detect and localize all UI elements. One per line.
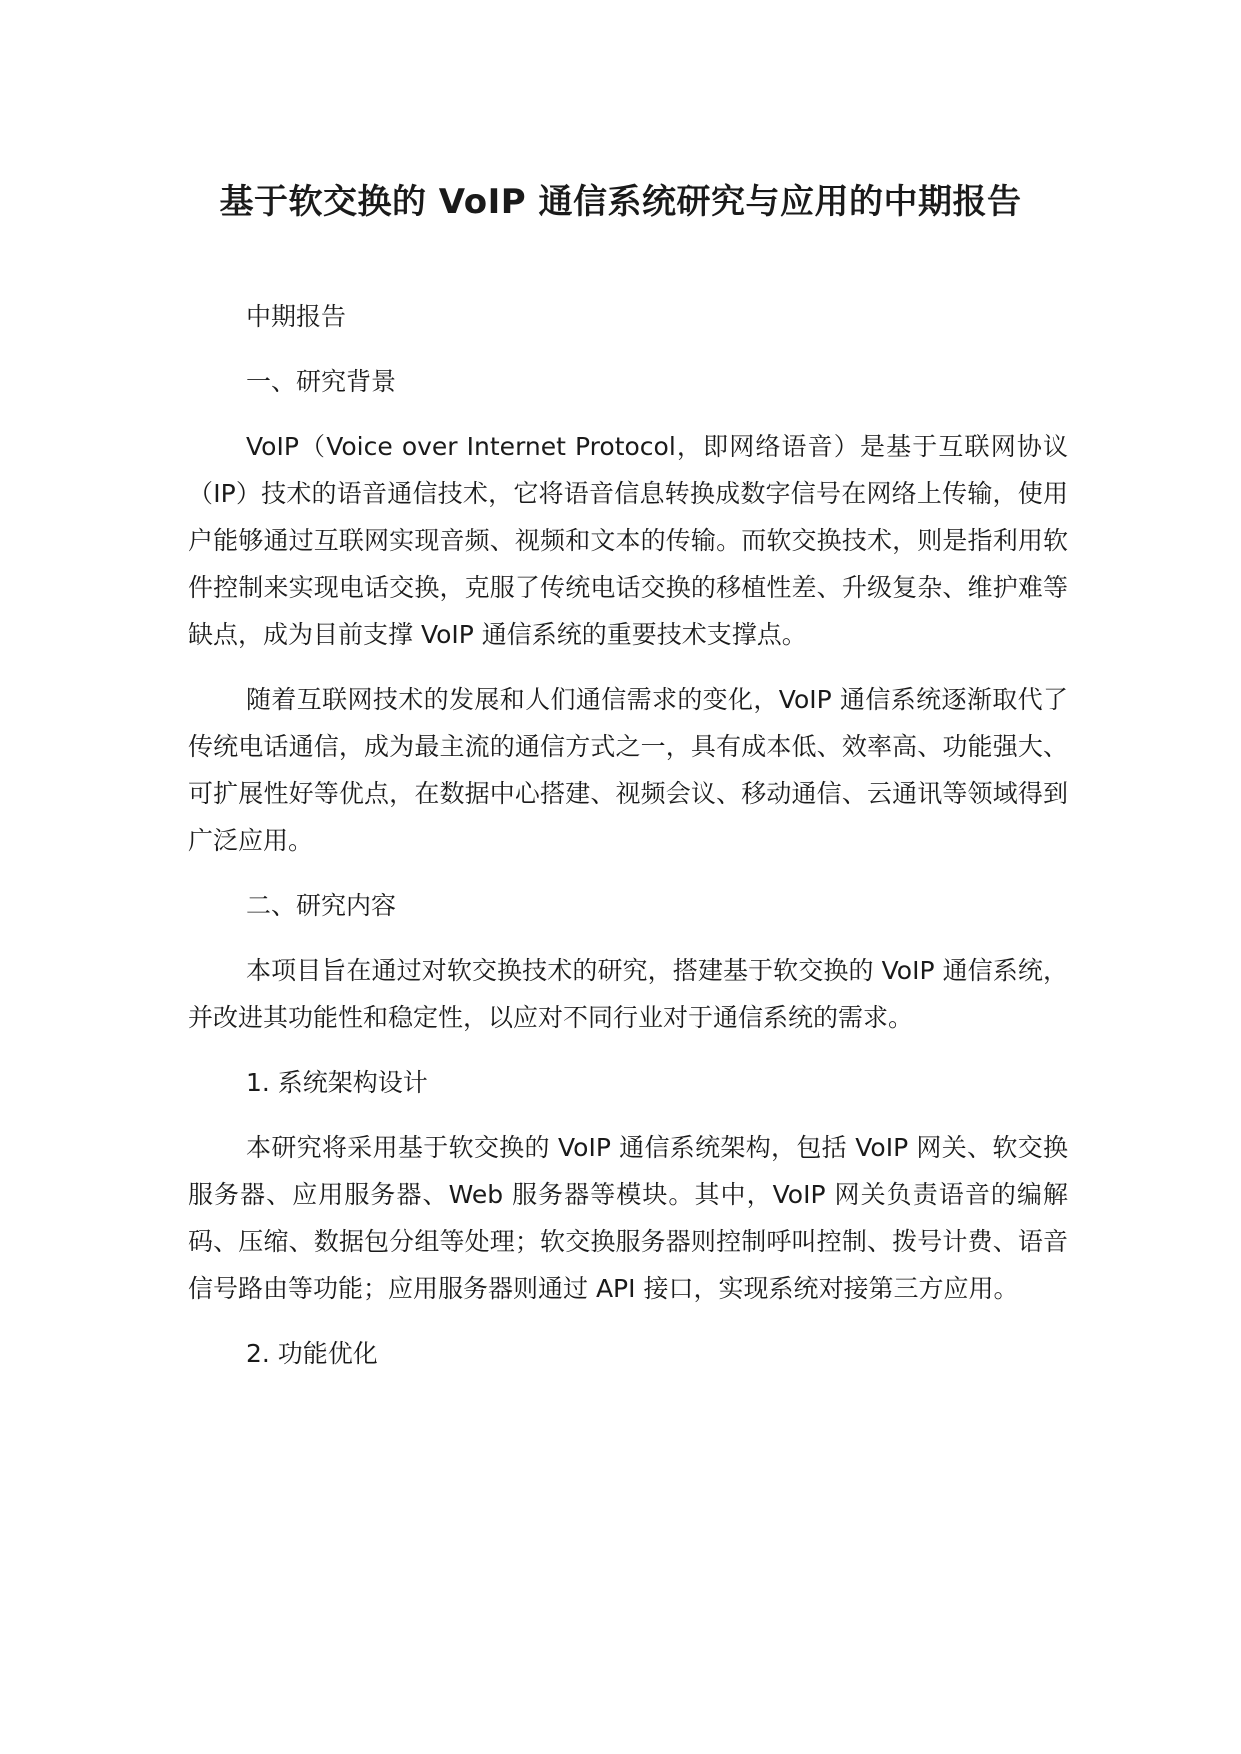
paragraph-architecture: 本研究将采用基于软交换的 VoIP 通信系统架构，包括 VoIP 网关、软交换服务器、应用服务器、Web 服务器等模块。其中，VoIP 网关负责语音的编解码、压缩、数据包分组等处理；软交换服务器则控制呼叫控制、拨号计费、语音信号路由等功能；应用服务器则通过 API 接口，实现系统对接第三方应用。 [188,1133,1068,1303]
paragraph-voip-development: 随着互联网技术的发展和人们通信需求的变化，VoIP 通信系统逐渐取代了传统电话通信，成为最主流的通信方式之一，具有成本低、效率高、功能强大、可扩展性好等优点，在数据中心搭建、视频会议、移动通信、云通讯等领域得到广泛应用。 [188,685,1068,855]
subheading-optimization: 2. 功能优化 [246,1339,378,1368]
document-body [188,293,1068,1395]
subheading-architecture: 1. 系统架构设计 [246,1068,428,1097]
section-label-interim-report: 中期报告 [246,302,347,331]
paragraph-voip-definition: VoIP（Voice over Internet Protocol，即网络语音）是基于互联网协议（IP）技术的语音通信技术，它将语音信息转换成数字信号在网络上传输，使用户能够通过互联网实现音频、视频和文本的传输。而软交换技术，则是指利用软件控制来实现电话交换，克服了传统电话交换的移植性差、升级复杂、维护难等缺点，成为目前支撑 VoIP 通信系统的重要技术支撑点。 [188,432,1068,649]
paragraph-project-goal: 本项目旨在通过对软交换技术的研究，搭建基于软交换的 VoIP 通信系统，并改进其功能性和稳定性，以应对不同行业对于通信系统的需求。 [188,956,1068,1032]
section-heading-content: 二、研究内容 [246,891,397,920]
document-title: 基于软交换的 VoIP 通信系统研究与应用的中期报告 [219,182,1022,222]
section-heading-background: 一、研究背景 [246,367,397,396]
